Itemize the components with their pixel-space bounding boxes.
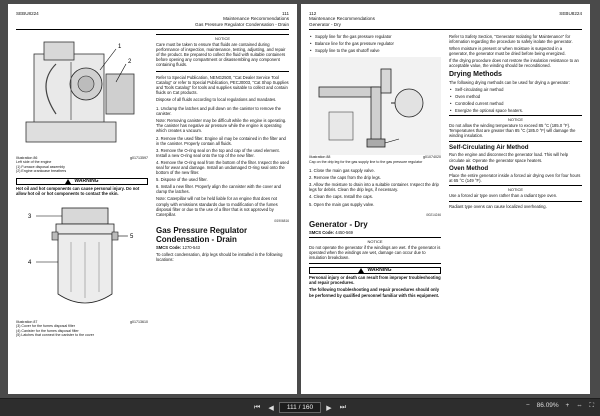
figure-86-callout: (2) Engine crankcase breathers xyxy=(16,169,67,174)
notice-text: Do not allow the winding temperature to exceed 85 °C (185.0 °F). Temperatures that are greater than 85 °C (185.0 °F) will damage the winding insulation. xyxy=(449,123,576,139)
notice-text: Do not operate the generator if the windings are wet. If the generator is operated when the windings are wet, damage can occur due to insulation breakdown. xyxy=(309,244,441,261)
warning-label: WARNING xyxy=(74,177,99,184)
drying-intro: The following drying methods can be used for drying a generator: xyxy=(449,79,570,85)
zoom-controls xyxy=(521,402,594,410)
figure-86-callout: (1) Furnace disposal assembly xyxy=(16,164,65,169)
self-circulating-text: Run the engine and disconnect the generator load. This will help circulate air. Operate the generator space heaters. xyxy=(449,152,569,163)
fullscreen-icon[interactable]: ⛶ xyxy=(589,402,594,409)
step-item: 4. Clean the caps. Install the caps. xyxy=(309,194,374,200)
step-item: 2. Remove the caps from the drip legs. xyxy=(309,175,381,181)
header-topic: Generator - Dry xyxy=(309,21,341,27)
page-header xyxy=(309,11,375,27)
figure-87-callout: (4) Canister for the fumes disposal filter xyxy=(16,328,79,333)
list-item: • Oven method xyxy=(449,94,582,99)
notice-text: Care must be taken to ensure that fluids are contained during performance of inspection, maintenance, testing, adjusting, and repair of the product. Be prepared to collect the fluid with suitable containers before opening any compartment or disassembling any component containing fluids. xyxy=(156,42,286,68)
section-title: Generator - Dry xyxy=(309,219,368,229)
step-item: 1. Unclamp the latches and pull down on the canister to remove the canister. xyxy=(156,106,281,117)
header-chapter: Maintenance Recommendations xyxy=(223,16,289,22)
doc-id: SEBU8224 xyxy=(559,11,582,16)
figure-87-callout: (5) Latches that connect the canister to the cover xyxy=(16,333,94,338)
drain-steps xyxy=(309,168,441,207)
step-item: 3. Remove the O-ring seal on the top and cap of the used element. Install a new O-ring seal onto the top of the new filter. xyxy=(156,147,280,158)
first-page-button[interactable]: ⏮ xyxy=(253,403,261,411)
page-111 xyxy=(8,4,297,394)
svg-text:3: 3 xyxy=(28,213,32,220)
fit-width-icon[interactable]: ⇔ xyxy=(576,402,583,409)
smcs-code xyxy=(309,230,441,235)
doc-id: SEBU8224 xyxy=(16,11,39,16)
warning-text: Hot oil and hot components can cause personal injury. Do not allow hot oil or hot components to contact the skin. xyxy=(16,185,140,196)
filter-steps xyxy=(156,106,289,217)
next-page-button[interactable]: ▶ xyxy=(326,404,332,412)
list-item: • Balance line for the gas pressure regulator xyxy=(309,41,441,46)
zoom-level[interactable]: 86.09% xyxy=(536,402,559,409)
left-column xyxy=(16,34,148,337)
notice-text: Use a forced air type oven rather than a radiant type oven. xyxy=(449,192,558,198)
page-number: 111 xyxy=(282,11,289,16)
smcs-value: 1270-543 xyxy=(182,244,200,250)
warning-triangle-icon xyxy=(358,268,364,273)
notice-box xyxy=(309,237,441,264)
warning-banner xyxy=(309,267,441,274)
step-item: 6. Install a new filter. Properly align the cannister with the cover and clamp the latches. xyxy=(156,184,281,195)
figure-86-id: Illustration 86 xyxy=(16,156,38,160)
figure-86-caption xyxy=(16,156,148,174)
viewer-toolbar xyxy=(0,398,600,416)
steps-code: i00214246 xyxy=(426,212,441,217)
dispose-paragraph: Dispose of all fluids according to local regulations and mandates. xyxy=(156,96,277,102)
list-item: • Energize the optional space heaters. xyxy=(449,108,582,113)
last-page-button[interactable]: ⏭ xyxy=(339,403,347,411)
svg-text:1: 1 xyxy=(118,44,122,50)
warning-banner xyxy=(16,178,148,185)
page-number-input[interactable]: 111 / 160 xyxy=(279,402,321,413)
step-item: 5. Open the main gas supply valve. xyxy=(309,201,375,207)
section-title: Gas Pressure Regulator Condensation - Drain xyxy=(156,225,248,244)
right-column xyxy=(156,34,289,264)
svg-text:2: 2 xyxy=(128,59,132,65)
notice-title: NOTICE xyxy=(507,117,524,123)
left-column xyxy=(309,34,441,300)
svg-text:4: 4 xyxy=(28,259,32,266)
drip-leg-illustration xyxy=(309,57,441,155)
header-rule xyxy=(16,29,289,30)
refer-paragraph: Refer to Special Publication, NENG2500, "Cat Dealer Service Tool Catalog" or refer to Special Publication, PECJ0003, "Cat Shop Supplies and Tools Catalog" for tools and supplies suitable to collect and contain fluids on Cat products. xyxy=(156,74,289,95)
figure-88-text: Cap on the drip leg for the gas supply line to the gas pressure regulator xyxy=(309,159,423,164)
step-item: 5. Dispose of the used filter. xyxy=(156,177,208,183)
oven-method-text: Place the entire generator inside a forced air drying oven for four hours at 65 °C (149 °F). xyxy=(449,172,581,183)
zoom-in-icon[interactable]: + xyxy=(565,402,570,409)
moisture-paragraph: When moisture is present or when moisture is suspected in a generator, the generator must be dried before being energized. xyxy=(449,46,566,57)
recondition-paragraph: If the drying procedure does not restore the insulation resistance to an acceptable value, the winding should be reconditioned. xyxy=(449,58,579,69)
page-112 xyxy=(301,4,590,394)
notice-box xyxy=(449,185,582,202)
step-item: 2. Remove the used filter. Engine oil may be contained in the filter and in the canister. Properly contain all fluids. xyxy=(156,135,286,146)
right-column xyxy=(449,34,582,211)
engine-illustration xyxy=(16,34,148,156)
drip-leg-locations xyxy=(309,34,441,53)
radiant-oven-text: Radiant type ovens can cause localized overheating. xyxy=(449,203,547,209)
page-navigation xyxy=(0,402,600,413)
notice-box xyxy=(449,115,582,142)
figure-86-view: Left side of the engine xyxy=(16,160,52,165)
smcs-code xyxy=(156,245,289,250)
notice-box xyxy=(156,34,289,72)
list-item: • Self-circulating air method xyxy=(449,87,582,92)
figure-87-id: Illustration 87 xyxy=(16,319,38,324)
smcs-label: SMCS Code: xyxy=(309,229,335,235)
filter-illustration xyxy=(16,202,148,320)
section-intro: To collect condensation, drip legs should be installed in the following locations: xyxy=(156,252,283,263)
svg-text:5: 5 xyxy=(130,233,134,240)
notice-title: NOTICE xyxy=(214,36,231,41)
list-item: • Supply line to the gas shutoff valve xyxy=(309,48,441,53)
drying-methods-title: Drying Methods xyxy=(449,70,502,78)
previous-page-button[interactable]: ◀ xyxy=(268,404,274,412)
smcs-label: SMCS Code: xyxy=(156,244,182,250)
notice-title: NOTICE xyxy=(367,238,383,244)
page-header xyxy=(195,11,289,27)
step-item: 1. Close the main gas supply valve. xyxy=(309,168,375,174)
figure-87-callout: (3) Cover for the fumes disposal filter xyxy=(16,324,75,329)
warning-triangle-icon xyxy=(65,179,71,184)
isolation-paragraph: Refer to Safety Section, "Generator Isolating for Maintenance" for information regarding the procedure to safely isolate the generator. xyxy=(449,34,573,45)
drying-methods-list xyxy=(449,87,582,113)
header-rule xyxy=(309,29,582,30)
self-circulating-title: Self-Circulating Air Method xyxy=(449,144,529,152)
oven-method-title: Oven Method xyxy=(449,164,489,172)
zoom-out-icon[interactable]: − xyxy=(526,402,530,409)
figure-87-code: g01713610 xyxy=(130,319,148,324)
figure-88-id: Illustration 88 xyxy=(309,155,331,160)
header-topic: Gas Pressure Regulator Condensation - Drain xyxy=(195,21,289,27)
figure-88-code: g01074020 xyxy=(423,155,441,160)
list-item: • Controlled current method xyxy=(449,101,582,106)
step-note: Note: Caterpillar will not be held liable for an engine that does not comply with emissions standards due to modification of the fumes disposal filter or due to the use of a filter that is not approved by Caterpillar. xyxy=(156,196,278,217)
figure-86-code: g01713597 xyxy=(130,156,148,160)
notice-title: NOTICE xyxy=(507,186,524,192)
step-note: Note: Removing canister may be difficult while the engine is operating. The canister has negative air pressure while the engine is operating which creates a vacuum. xyxy=(156,118,287,134)
warning-text: Personal injury or death can result from improper troubleshooting and repair procedures. xyxy=(309,275,441,286)
header-chapter: Maintenance Recommendations xyxy=(309,16,375,22)
list-item: • Supply line for the gas pressure regulator xyxy=(309,34,441,39)
page-number: 112 xyxy=(309,11,317,16)
warning-label: WARNING xyxy=(367,267,392,274)
steps-code: i01906816 xyxy=(274,218,289,223)
figure-88-caption xyxy=(309,155,441,164)
warning-text: The following troubleshooting and repair procedures should only be performed by qualified personnel familiar with this equipment. xyxy=(309,287,440,298)
smcs-value: 4450-569 xyxy=(335,229,353,235)
step-item: 3. Allow the moisture to drain into a suitable container. Inspect the drip legs for debris. Clean the drip legs, if necessary. xyxy=(309,182,439,193)
figure-87-caption xyxy=(16,320,148,338)
step-item: 4. Remove the O-ring seal from the bottom of the filter. Inspect the used seal for wear and damage. Install an undamaged O-ring seal onto the bottom of the new filter. xyxy=(156,159,289,176)
